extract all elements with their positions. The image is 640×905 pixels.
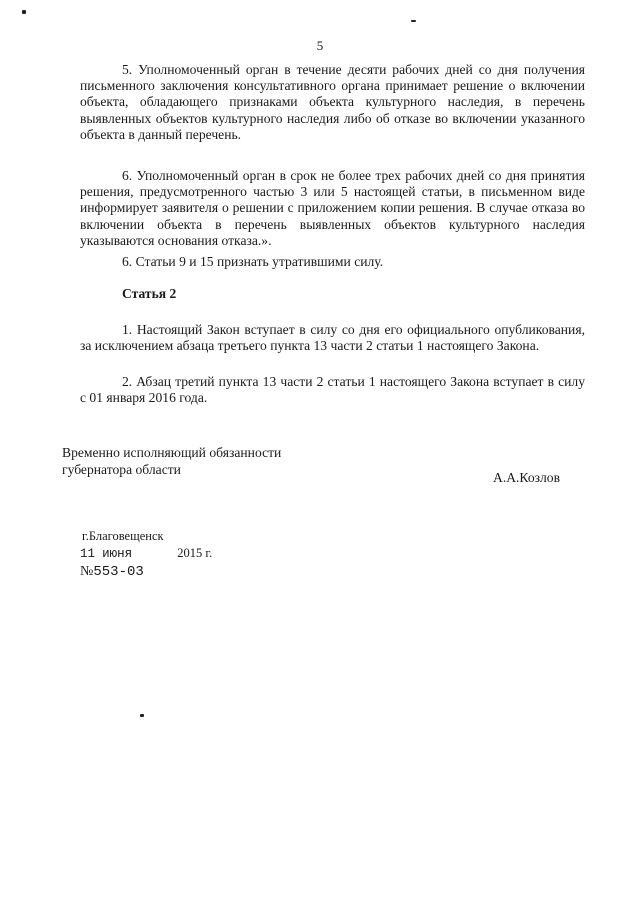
signatory-title-line-1: Временно исполняющий обязанности	[62, 445, 282, 460]
paragraph-item-5: 5. Уполномоченный орган в течение десяти рабочих дней со дня получения письменного заключения консультативного органа принимает решение о включении объекта, обладающего признаками объекта культурного наследия, в перечень выявленных объектов культурного наследия либо об отказе во включении указанного объекта в данный перечень.	[80, 62, 585, 142]
article-paragraph-1: 1. Настоящий Закон вступает в силу со дня его официального опубликования, за исключением абзаца третьего пункта 13 части 2 статьи 1 настоящего Закона.	[80, 322, 585, 354]
date-month: июня	[102, 547, 133, 561]
page-number: 5	[316, 38, 324, 53]
number-value: 553-03	[93, 564, 144, 580]
paragraph-item-6-repeal: 6. Статьи 9 и 15 признать утратившими силу.	[122, 254, 384, 269]
number-sign: №	[80, 564, 94, 579]
article-heading: Статья 2	[122, 286, 177, 301]
signatory-title-line-2: губернатора области	[62, 462, 181, 477]
paragraph-item-6: 6. Уполномоченный орган в срок не более трех рабочих дней со дня принятия решения, предусмотренного частью 3 или 5 настоящей статьи, в письменном виде информирует заявителя о решении с приложением копии решения. В случае отказа во включении объекта в перечень выявленных объектов культурного наследия указываются основания отказа.».	[80, 168, 585, 248]
article-paragraph-2: 2. Абзац третий пункта 13 части 2 статьи 1 настоящего Закона вступает в силу с 01 января 2016 года.	[80, 374, 585, 406]
date-year: 2015 г.	[177, 546, 213, 560]
scan-speck	[140, 714, 144, 717]
date-day: 11	[80, 547, 96, 561]
signatory-name: А.А.Козлов	[493, 470, 560, 485]
document-number	[80, 564, 144, 580]
place-of-signing: г.Благовещенск	[82, 529, 164, 543]
signing-date	[80, 546, 212, 561]
signatory-title	[62, 444, 281, 478]
scan-speck	[22, 10, 26, 14]
scan-speck	[411, 20, 416, 22]
